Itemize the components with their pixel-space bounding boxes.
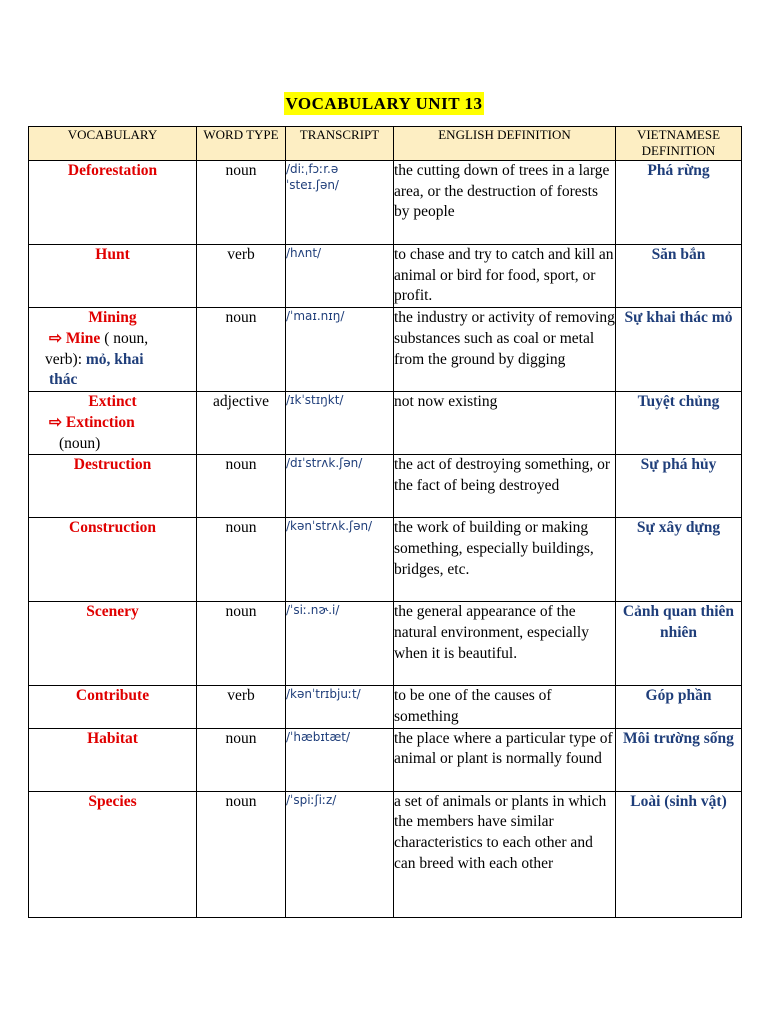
title-container bbox=[0, 92, 768, 115]
transcript: /ɪkˈstɪŋkt/ bbox=[286, 392, 394, 455]
english-definition: the general appearance of the natural environment, especially when it is beautiful. bbox=[394, 602, 616, 686]
vocab-word: Mining bbox=[88, 309, 137, 327]
vocab-word: Extinct bbox=[88, 393, 137, 411]
related-word-line bbox=[29, 350, 196, 371]
table-row bbox=[29, 245, 742, 308]
table-row bbox=[29, 161, 742, 245]
word-type: verb bbox=[197, 686, 286, 728]
vocab-word-cell bbox=[29, 308, 197, 392]
vietnamese-definition: Cảnh quan thiên nhiên bbox=[616, 602, 742, 686]
transcript: /hʌnt/ bbox=[286, 245, 394, 308]
english-definition: to chase and try to catch and kill an animal or bird for food, sport, or profit. bbox=[394, 245, 616, 308]
related-word-line bbox=[29, 370, 196, 391]
word-type: noun bbox=[197, 602, 286, 686]
vocab-word: Contribute bbox=[29, 686, 197, 728]
table-header-row bbox=[29, 127, 742, 161]
table-row bbox=[29, 455, 742, 518]
table-row bbox=[29, 308, 742, 392]
vocab-word: Destruction bbox=[29, 455, 197, 518]
related-word-type: (noun) bbox=[59, 434, 101, 452]
vocabulary-table bbox=[28, 126, 742, 918]
english-definition: the work of building or making something, especially buildings, bridges, etc. bbox=[394, 518, 616, 602]
vietnamese-definition: Môi trường sống bbox=[616, 728, 742, 791]
vietnamese-definition: Săn bắn bbox=[616, 245, 742, 308]
word-type: noun bbox=[197, 308, 286, 392]
word-type: noun bbox=[197, 728, 286, 791]
vietnamese-definition: Phá rừng bbox=[616, 161, 742, 245]
arrow-right-icon: ⇨ bbox=[49, 329, 62, 347]
transcript: /ˈspiːʃiːz/ bbox=[286, 791, 394, 917]
table-row bbox=[29, 602, 742, 686]
english-definition: the act of destroying something, or the fact of being destroyed bbox=[394, 455, 616, 518]
english-definition: not now existing bbox=[394, 392, 616, 455]
vocab-word: Deforestation bbox=[29, 161, 197, 245]
vietnamese-definition: Sự khai thác mỏ bbox=[616, 308, 742, 392]
related-word-meaning-cont: thác bbox=[49, 371, 78, 389]
english-definition: to be one of the causes of something bbox=[394, 686, 616, 728]
word-type: noun bbox=[197, 518, 286, 602]
header-transcript: TRANSCRIPT bbox=[286, 127, 394, 161]
vocab-word: Scenery bbox=[29, 602, 197, 686]
header-vietnamese-definition: VIETNAMESE DEFINITION bbox=[616, 127, 742, 161]
vietnamese-definition: Loài (sinh vật) bbox=[616, 791, 742, 917]
table-row bbox=[29, 392, 742, 455]
header-vocabulary: VOCABULARY bbox=[29, 127, 197, 161]
related-word-type: ( noun, bbox=[100, 329, 149, 347]
transcript: /ˈhæbɪtæt/ bbox=[286, 728, 394, 791]
word-type: noun bbox=[197, 161, 286, 245]
word-type: adjective bbox=[197, 392, 286, 455]
vietnamese-definition: Góp phần bbox=[616, 686, 742, 728]
related-word-meaning: mỏ, khai bbox=[82, 350, 144, 368]
transcript: /ˈsiː.nɚ.i/ bbox=[286, 602, 394, 686]
vocab-word: Construction bbox=[29, 518, 197, 602]
english-definition: the industry or activity of removing substances such as coal or metal from the ground by digging bbox=[394, 308, 616, 392]
transcript: /ˈmaɪ.nɪŋ/ bbox=[286, 308, 394, 392]
transcript: /kənˈstrʌk.ʃən/ bbox=[286, 518, 394, 602]
related-word-line bbox=[29, 329, 196, 350]
related-word-line bbox=[29, 413, 196, 434]
table-row bbox=[29, 791, 742, 917]
vocab-word: Habitat bbox=[29, 728, 197, 791]
related-word: Extinction bbox=[65, 413, 135, 431]
table-row bbox=[29, 518, 742, 602]
vocab-word: Hunt bbox=[29, 245, 197, 308]
transcript: /dɪˈstrʌk.ʃən/ bbox=[286, 455, 394, 518]
page-title: VOCABULARY UNIT 13 bbox=[285, 94, 483, 113]
arrow-right-icon: ⇨ bbox=[49, 413, 62, 431]
english-definition: the place where a particular type of animal or plant is normally found bbox=[394, 728, 616, 791]
transcript: /diːˌfɔːr.ə ˈsteɪ.ʃən/ bbox=[286, 161, 394, 245]
word-type: noun bbox=[197, 455, 286, 518]
vocab-word: Species bbox=[29, 791, 197, 917]
related-word-type-cont: verb): bbox=[45, 350, 83, 368]
vietnamese-definition: Sự xây dựng bbox=[616, 518, 742, 602]
table-row bbox=[29, 728, 742, 791]
english-definition: the cutting down of trees in a large area, or the destruction of forests by people bbox=[394, 161, 616, 245]
english-definition: a set of animals or plants in which the members have similar characteristics to each other and can breed with each other bbox=[394, 791, 616, 917]
word-type: noun bbox=[197, 791, 286, 917]
vocab-word-cell bbox=[29, 392, 197, 455]
word-type: verb bbox=[197, 245, 286, 308]
related-word: Mine bbox=[65, 329, 101, 347]
header-english-definition: ENGLISH DEFINITION bbox=[394, 127, 616, 161]
transcript: /kənˈtrɪbjuːt/ bbox=[286, 686, 394, 728]
vietnamese-definition: Sự phá hủy bbox=[616, 455, 742, 518]
header-word-type: WORD TYPE bbox=[197, 127, 286, 161]
table-row bbox=[29, 686, 742, 728]
vietnamese-definition: Tuyệt chủng bbox=[616, 392, 742, 455]
